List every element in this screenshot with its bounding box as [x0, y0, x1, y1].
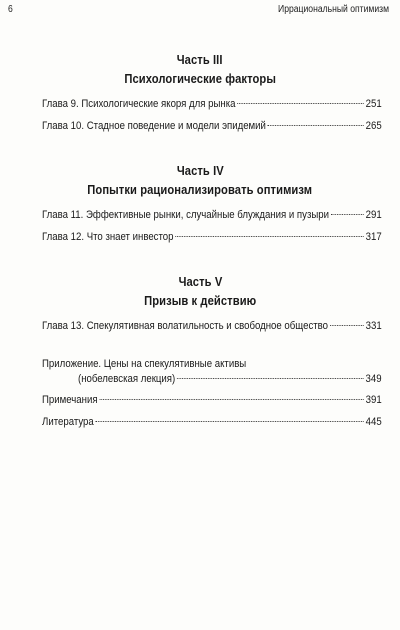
toc-entry-title: (нобелевская лекция): [78, 373, 176, 385]
dot-leader: [177, 378, 364, 379]
toc-entry-page: 291: [365, 209, 382, 221]
toc-entry[interactable]: [42, 208, 382, 222]
part-title: Попытки рационализировать оптимизм: [87, 182, 313, 197]
toc-entry-page: 349: [365, 373, 382, 385]
dot-leader: [237, 103, 364, 104]
toc-entry[interactable]: [42, 415, 382, 429]
toc-entry-title: Глава 11. Эффективные рынки, случайные блуждания и пузыри: [42, 209, 329, 221]
toc-entry-title: Глава 12. Что знает инвестор: [42, 231, 174, 243]
dot-leader: [268, 125, 364, 126]
toc-entry-page: 317: [365, 231, 382, 243]
toc-entry-title: Глава 10. Стадное поведение и модели эпидемий: [42, 120, 266, 132]
running-title: Иррациональный оптимизм: [278, 4, 389, 15]
toc-entry[interactable]: [42, 393, 382, 407]
toc-entry-title: Примечания: [42, 394, 98, 406]
toc-entry-page: 265: [365, 120, 382, 132]
dot-leader: [331, 214, 364, 215]
toc-entry-title: Глава 9. Психологические якоря для рынка: [42, 98, 236, 110]
toc-entry-title: Литература: [42, 416, 94, 428]
page-number: 6: [8, 4, 13, 15]
dot-leader: [175, 236, 364, 237]
dot-leader: [330, 325, 364, 326]
toc-entry[interactable]: [42, 230, 382, 244]
appendix-title[interactable]: Приложение. Цены на спекулятивные активы: [42, 358, 247, 370]
part-heading: Часть III: [177, 52, 223, 67]
toc-entry[interactable]: [78, 372, 382, 386]
toc-entry-page: 391: [365, 394, 382, 406]
toc-entry-page: 251: [365, 98, 382, 110]
part-heading: Часть IV: [176, 163, 224, 178]
toc-entry-page: 331: [365, 320, 382, 332]
dot-leader: [99, 399, 364, 400]
dot-leader: [95, 421, 363, 422]
toc-entry[interactable]: [42, 97, 382, 111]
toc-entry[interactable]: [42, 119, 382, 133]
toc-entry-page: 445: [365, 416, 382, 428]
part-title: Призыв к действию: [143, 293, 257, 308]
toc-entry-title: Глава 13. Спекулятивная волатильность и свободное общество: [42, 320, 329, 332]
part-heading: Часть V: [178, 274, 222, 289]
toc-entry[interactable]: [42, 319, 382, 333]
part-title: Психологические факторы: [124, 71, 276, 86]
